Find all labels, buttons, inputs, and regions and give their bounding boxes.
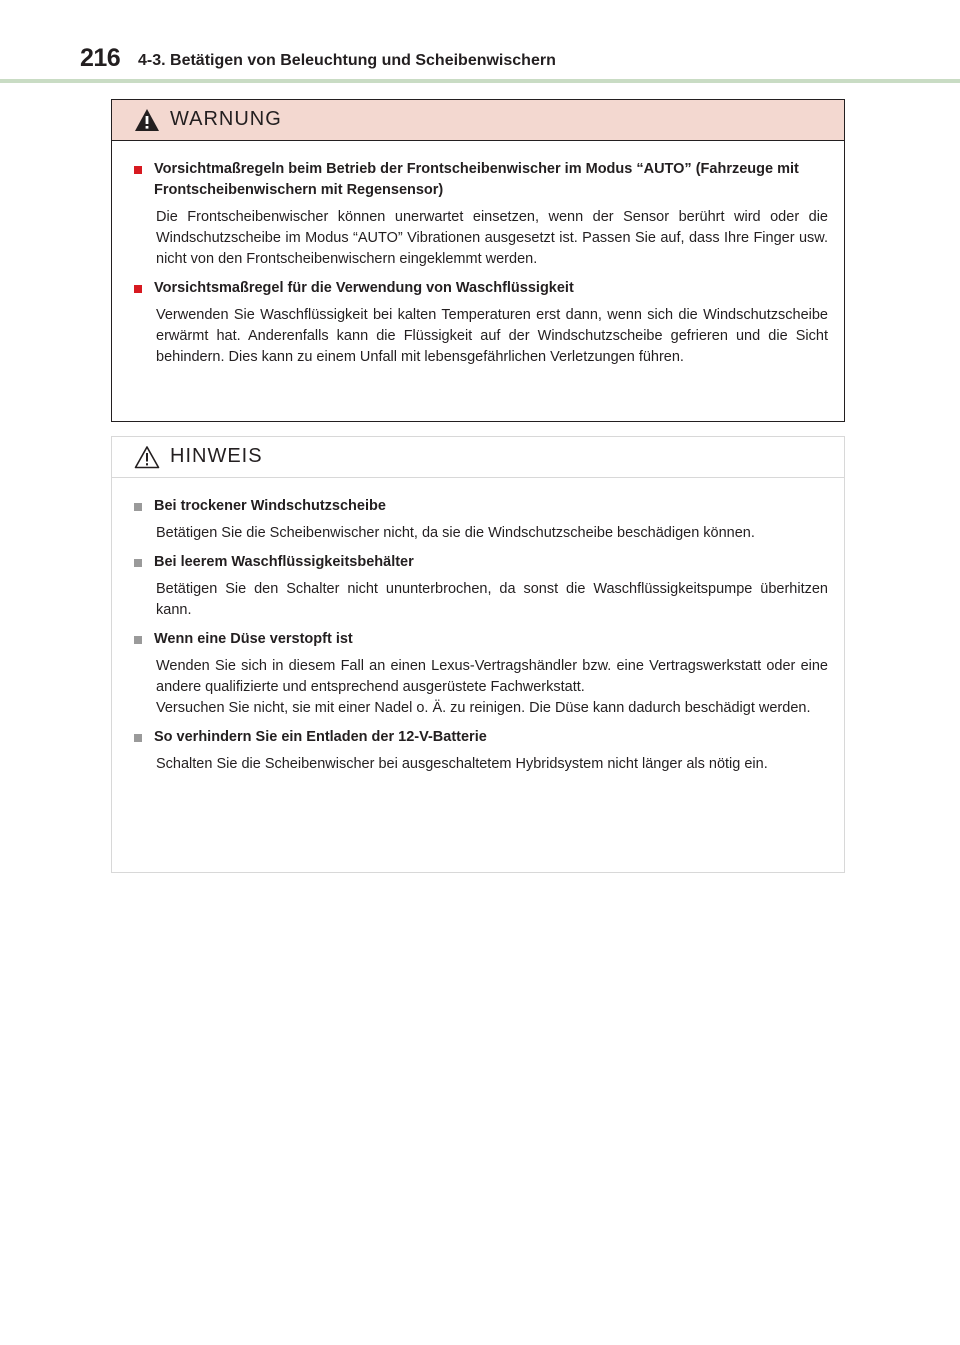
warning-item-title: Vorsichtmaßregeln beim Betrieb der Frontscheibenwischer im Modus “AUTO” (Fahrzeuge mit Frontscheibenwischern mit Regensensor): [154, 161, 799, 198]
hint-body: [112, 478, 844, 775]
hint-item: [134, 552, 828, 621]
hint-item-title-row: [134, 727, 828, 748]
warning-item-paragraph: Verwenden Sie Waschflüssigkeit bei kalten Temperaturen erst dann, wenn sich die Windschutzscheibe erwärmt hat. Anderenfalls kann die Flüssigkeit auf der Windschutzscheibe gefrieren und die Sicht behindern. Dies kann zu einem Unfall mit lebensgefährlichen Verletzungen führen.: [156, 307, 828, 365]
hint-item-title: Wenn eine Düse verstopft ist: [154, 631, 353, 647]
header-divider: [0, 79, 960, 83]
warning-heading: WARNUNG: [170, 108, 282, 130]
square-bullet-icon: [134, 559, 148, 567]
hint-item-text: [156, 579, 828, 621]
square-bullet-icon: [134, 503, 148, 511]
hint-item-paragraph: Betätigen Sie den Schalter nicht ununterbrochen, da sonst die Waschflüssigkeitspumpe überhitzen kann.: [156, 581, 828, 618]
hint-item-text: [156, 523, 828, 544]
warning-item-title-row: [134, 159, 828, 201]
hint-item-paragraph: Wenden Sie sich in diesem Fall an einen Lexus-Vertragshändler bzw. eine Vertragswerkstatt oder eine andere qualifizierte und entsprechend ausgerüstete Fachwerkstatt.: [156, 658, 828, 695]
hint-item: [134, 727, 828, 775]
hint-item-text: [156, 754, 828, 775]
warning-item-text: [156, 207, 828, 270]
hint-header: [112, 437, 844, 478]
square-bullet-icon: [134, 636, 148, 644]
square-bullet-icon: [134, 285, 148, 293]
warning-item-paragraph: Die Frontscheibenwischer können unerwartet einsetzen, wenn der Sensor berührt wird oder die Windschutzscheibe im Modus “AUTO” Vibrationen ausgesetzt ist. Passen Sie auf, dass Ihre Finger usw. nicht von den Frontscheibenwischern eingeklemmt werden.: [156, 209, 828, 267]
hint-item-title: Bei trockener Windschutzscheibe: [154, 498, 386, 514]
hint-item-title-row: [134, 552, 828, 573]
hint-item-paragraph: Schalten Sie die Scheibenwischer bei ausgeschaltetem Hybridsystem nicht länger als nötig ein.: [156, 756, 768, 772]
square-bullet-icon: [134, 166, 148, 174]
warning-item-title: Vorsichtsmaßregel für die Verwendung von Waschflüssigkeit: [154, 280, 574, 296]
warning-item-title-row: [134, 278, 828, 299]
square-bullet-icon: [134, 734, 148, 742]
warning-triangle-icon: [134, 108, 160, 132]
hint-item-title-row: [134, 496, 828, 517]
page-header: [80, 44, 920, 76]
warning-item-text: [156, 305, 828, 368]
caution-triangle-outline-icon: [134, 445, 160, 469]
hint-item-title: So verhindern Sie ein Entladen der 12-V-Batterie: [154, 729, 487, 745]
hint-item-paragraph: Betätigen Sie die Scheibenwischer nicht, da sie die Windschutzscheibe beschädigen können.: [156, 525, 755, 541]
hint-item-paragraph: Versuchen Sie nicht, sie mit einer Nadel o. Ä. zu reinigen. Die Düse kann dadurch beschädigt werden.: [156, 700, 811, 716]
warning-item: [134, 278, 828, 368]
warning-body: [112, 141, 844, 368]
section-title: 4-3. Betätigen von Beleuchtung und Scheibenwischern: [138, 52, 556, 69]
warning-box: [111, 99, 845, 422]
hint-item: [134, 629, 828, 719]
hint-box: [111, 436, 845, 873]
hint-heading: HINWEIS: [170, 445, 263, 467]
warning-item: [134, 159, 828, 270]
hint-item: [134, 496, 828, 544]
hint-item-title-row: [134, 629, 828, 650]
hint-item-text: [156, 656, 828, 719]
hint-item-title: Bei leerem Waschflüssigkeitsbehälter: [154, 554, 414, 570]
page-number: 216: [80, 44, 121, 72]
warning-header: [112, 100, 844, 141]
